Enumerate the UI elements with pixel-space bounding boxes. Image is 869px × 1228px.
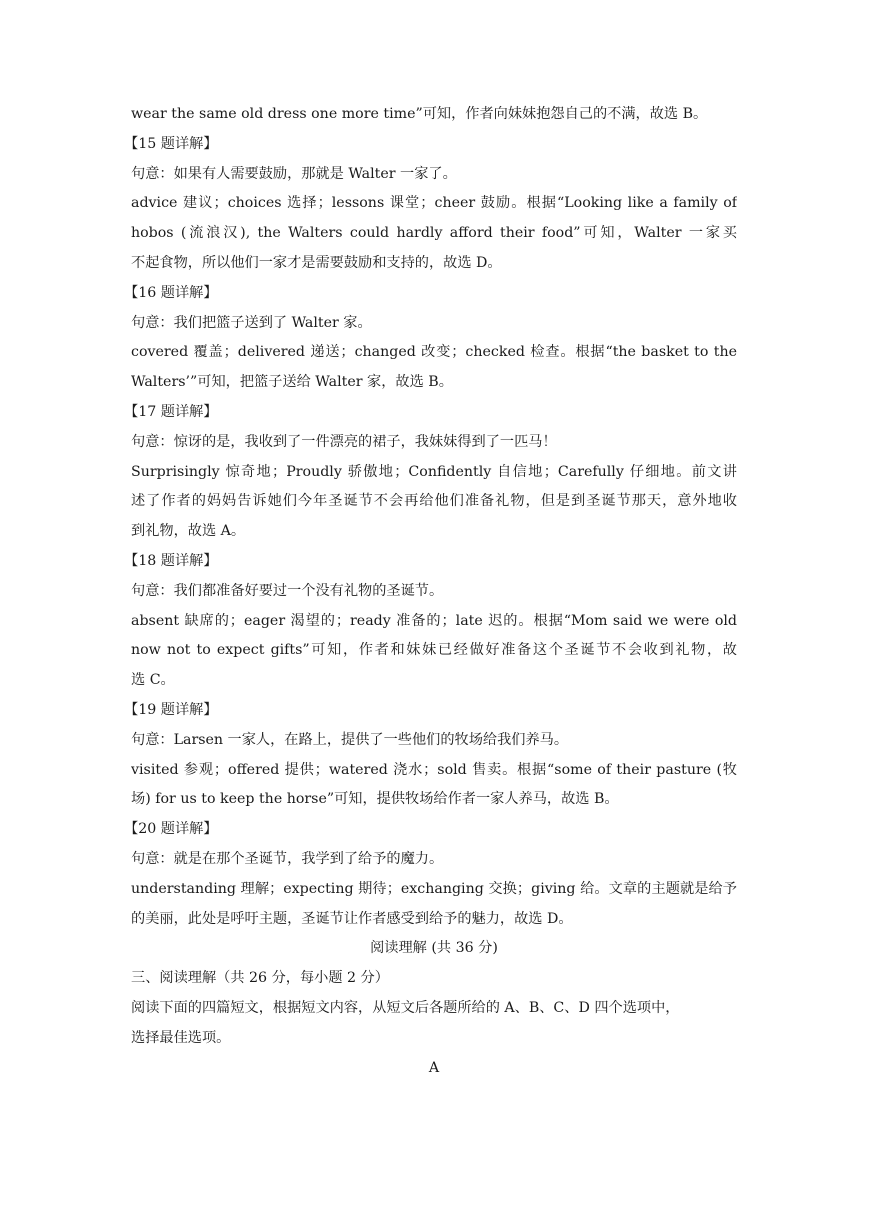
section-heading: 【19 题详解】 <box>124 701 218 718</box>
text-line: 述了作者的妈妈告诉她们今年圣诞节不会再给他们准备礼物，但是到圣诞节那天，意外地收 <box>131 493 737 510</box>
document-page <box>124 100 737 1083</box>
text-line: Surprisingly 惊奇地；Proudly 骄傲地；Confidently 自信地；Carefully 仔细地。前文讲 <box>131 463 737 480</box>
text-line: hobos (流浪汉), the Walters could hardly afford their food”可知，Walter 一家买 <box>131 225 737 242</box>
text-line: absent 缺席的；eager 渴望的；ready 准备的；late 迟的。根据“Mom said we were old <box>131 612 737 629</box>
text-line: now not to expect gifts”可知，作者和妹妹已经做好准备这个圣诞节不会收到礼物，故 <box>131 642 737 659</box>
text-line: covered 覆盖；delivered 递送；changed 改变；checked 检查。根据“the basket to the <box>131 344 737 361</box>
text-line: 场) for us to keep the horse”可知，提供牧场给作者一家人养马，故选 B。 <box>131 791 619 808</box>
section-heading: 【18 题详解】 <box>124 552 218 569</box>
text-line: advice 建议；choices 选择；lessons 课堂；cheer 鼓励。根据“Looking like a family of <box>131 195 737 212</box>
text-line: 到礼物，故选 A。 <box>131 523 246 540</box>
text-line: 句意：Larsen 一家人，在路上，提供了一些他们的牧场给我们养马。 <box>131 731 569 748</box>
section-title: 三、阅读理解（共 26 分，每小题 2 分） <box>131 970 389 987</box>
section-heading: 【17 题详解】 <box>124 403 218 420</box>
text-line: 句意：惊讶的是，我收到了一件漂亮的裙子，我妹妹得到了一匹马！ <box>131 433 557 450</box>
text-line: 的美丽，此处是呼吁主题，圣诞节让作者感受到给予的魅力，故选 D。 <box>131 910 573 927</box>
text-line: 不起食物，所以他们一家才是需要鼓励和支持的，故选 D。 <box>131 254 502 271</box>
section-heading: 【15 题详解】 <box>124 135 218 152</box>
passage-label: A <box>428 1059 440 1076</box>
text-line: 选 C。 <box>131 672 175 689</box>
text-line: 句意：我们把篮子送到了 Walter 家。 <box>131 314 372 331</box>
instruction-line: 选择最佳选项。 <box>131 1029 231 1046</box>
instruction-line: 阅读下面的四篇短文，根据短文内容，从短文后各题所给的 A、B、C、D 四个选项中， <box>131 999 680 1016</box>
section-heading: 【16 题详解】 <box>124 284 218 301</box>
text-line: understanding 理解；expecting 期待；exchanging 交换；giving 给。文章的主题就是给予 <box>131 880 737 897</box>
text-line: 句意：就是在那个圣诞节，我学到了给予的魔力。 <box>131 850 444 867</box>
text-line: 句意：我们都准备好要过一个没有礼物的圣诞节。 <box>131 582 444 599</box>
text-line: visited 参观；offered 提供；watered 浇水；sold 售卖。根据“some of their pasture (牧 <box>131 761 737 778</box>
part-title: 阅读理解 (共 36 分) <box>370 940 498 957</box>
section-heading: 【20 题详解】 <box>124 821 218 838</box>
text-line: 句意：如果有人需要鼓励，那就是 Walter 一家了。 <box>131 165 457 182</box>
text-line: wear the same old dress one more time”可知，作者向妹妹抱怨自己的不满，故选 B。 <box>131 106 708 122</box>
text-line: Walters’”可知，把篮子送给 Walter 家，故选 B。 <box>131 374 453 391</box>
